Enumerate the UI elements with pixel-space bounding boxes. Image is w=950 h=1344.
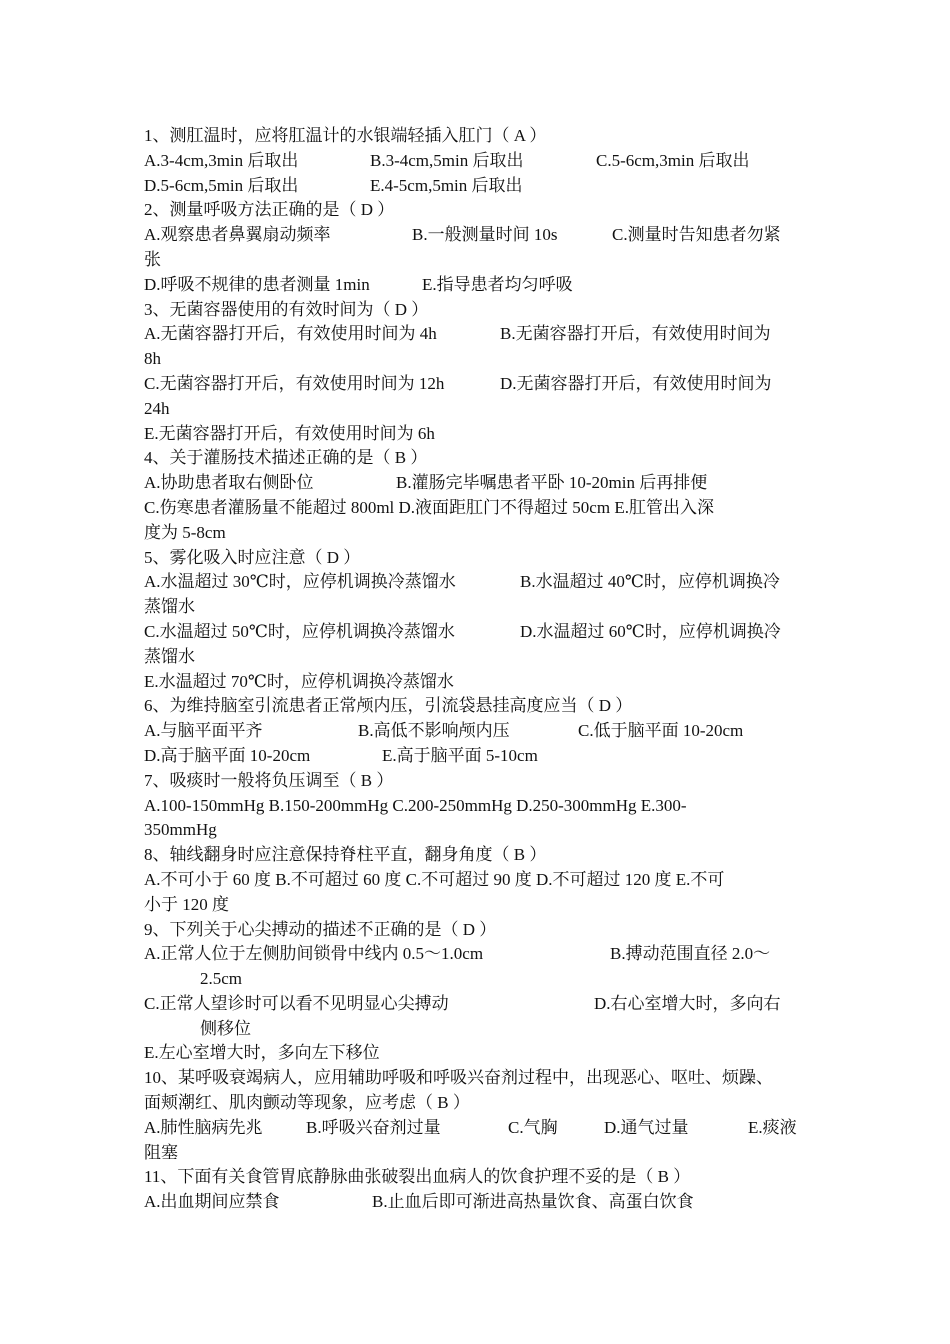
- option-text: A.观察患者鼻翼扇动频率: [144, 225, 331, 245]
- text-line: [144, 273, 814, 298]
- option-text: B.3-4cm,5min 后取出: [370, 150, 524, 170]
- text-line: [144, 744, 814, 769]
- text-line: 2.5cm: [200, 969, 243, 989]
- option-text: C.气胸: [508, 1117, 558, 1137]
- option-text: C.正常人望诊时可以看不见明显心尖搏动: [144, 993, 449, 1013]
- text-line: [144, 322, 814, 347]
- option-text: C.无菌容器打开后，有效使用时间为 12h: [144, 373, 445, 393]
- option-text: A.与脑平面平齐: [144, 721, 263, 741]
- option-text: E.痰液: [748, 1117, 797, 1137]
- text-line: A.100-150mmHg B.150-200mmHg C.200-250mmHg D.250-300mmHg E.300-: [144, 795, 687, 815]
- text-line: C.伤寒患者灌肠量不能超过 800ml D.液面距肛门不得超过 50cm E.肛管出入深: [144, 497, 714, 517]
- text-line: [144, 174, 814, 199]
- document-page: [144, 124, 814, 1215]
- option-text: D.高于脑平面 10-20cm: [144, 745, 311, 765]
- option-text: C.低于脑平面 10-20cm: [578, 721, 744, 741]
- text-line: 2、测量呼吸方法正确的是（ D ）: [144, 200, 395, 220]
- text-line: 10、某呼吸衰竭病人，应用辅助呼吸和呼吸兴奋剂过程中，出现恶心、呕吐、烦躁、: [144, 1068, 773, 1088]
- text-line: [144, 223, 814, 248]
- text-line: 4、关于灌肠技术描述正确的是（ B ）: [144, 448, 428, 468]
- option-text: D.5-6cm,5min 后取出: [144, 175, 299, 195]
- option-text: C.测量时告知患者勿紧: [612, 225, 781, 245]
- text-line: 蒸馏水: [144, 646, 195, 666]
- option-text: D.通气过量: [604, 1117, 689, 1137]
- option-text: A.出血期间应禁食: [144, 1192, 280, 1212]
- text-line: 8h: [144, 349, 161, 369]
- option-text: B.水温超过 40℃时，应停机调换冷: [520, 572, 780, 592]
- option-text: E.高于脑平面 5-10cm: [382, 745, 538, 765]
- text-line: 5、雾化吸入时应注意（ D ）: [144, 547, 361, 567]
- option-text: A.无菌容器打开后，有效使用时间为 4h: [144, 324, 437, 344]
- option-text: C.5-6cm,3min 后取出: [596, 150, 750, 170]
- text-line: 1、测肛温时，应将肛温计的水银端轻插入肛门（ A ）: [144, 126, 547, 145]
- text-line: 11、下面有关食管胃底静脉曲张破裂出血病人的饮食护理不妥的是（ B ）: [144, 1167, 691, 1187]
- text-line: 侧移位: [200, 1018, 251, 1038]
- option-text: B.呼吸兴奋剂过量: [306, 1117, 441, 1137]
- text-line: 8、轴线翻身时应注意保持脊柱平直，翻身角度（ B ）: [144, 845, 547, 865]
- option-text: A.正常人位于左侧肋间锁骨中线内 0.5～1.0cm: [144, 944, 484, 964]
- option-text: B.搏动范围直径 2.0～: [610, 944, 771, 964]
- text-line: 24h: [144, 398, 170, 418]
- option-text: E.4-5cm,5min 后取出: [370, 175, 523, 195]
- option-text: B.止血后即可渐进高热量饮食、高蛋白饮食: [372, 1192, 694, 1212]
- text-line: E.左心室增大时，多向左下移位: [144, 1043, 380, 1063]
- text-line: 张: [144, 249, 161, 269]
- option-text: E.指导患者均匀呼吸: [422, 274, 573, 294]
- text-line: 350mmHg: [144, 820, 217, 840]
- option-text: D.右心室增大时，多向右: [594, 993, 781, 1013]
- option-text: C.水温超过 50℃时，应停机调换冷蒸馏水: [144, 621, 455, 641]
- text-line: 面颊潮红、肌肉颤动等现象，应考虑（ B ）: [144, 1093, 470, 1113]
- option-text: D.水温超过 60℃时，应停机调换冷: [520, 621, 781, 641]
- text-line: [144, 992, 814, 1017]
- text-line: E.水温超过 70℃时，应停机调换冷蒸馏水: [144, 671, 454, 691]
- text-line: [144, 471, 814, 496]
- text-line: A.不可小于 60 度 B.不可超过 60 度 C.不可超过 90 度 D.不可超过 120 度 E.不可: [144, 869, 725, 889]
- text-line: 阻塞: [144, 1142, 178, 1162]
- option-text: A.协助患者取右侧卧位: [144, 473, 314, 493]
- text-line: 度为 5-8cm: [144, 522, 226, 542]
- option-text: B.灌肠完毕嘱患者平卧 10-20min 后再排便: [396, 473, 708, 493]
- text-line: [144, 620, 814, 645]
- text-line: [144, 942, 814, 967]
- option-text: D.无菌容器打开后，有效使用时间为: [500, 373, 772, 393]
- option-text: A.3-4cm,3min 后取出: [144, 150, 299, 170]
- option-text: B.无菌容器打开后，有效使用时间为: [500, 324, 771, 344]
- option-text: D.呼吸不规律的患者测量 1min: [144, 274, 370, 294]
- text-line: [144, 719, 814, 744]
- text-line: 7、吸痰时一般将负压调至（ B ）: [144, 770, 394, 790]
- text-line: 蒸馏水: [144, 597, 195, 617]
- option-text: B.一般测量时间 10s: [412, 225, 558, 245]
- text-line: E.无菌容器打开后，有效使用时间为 6h: [144, 423, 435, 443]
- text-line: [144, 372, 814, 397]
- text-line: [144, 570, 814, 595]
- text-line: 9、下列关于心尖搏动的描述不正确的是（ D ）: [144, 919, 497, 939]
- option-text: A.肺性脑病先兆: [144, 1117, 263, 1137]
- option-text: A.水温超过 30℃时，应停机调换冷蒸馏水: [144, 572, 456, 592]
- text-line: [144, 1116, 814, 1141]
- text-line: [144, 1190, 814, 1215]
- text-line: 6、为维持脑室引流患者正常颅内压，引流袋悬挂高度应当（ D ）: [144, 696, 633, 716]
- text-line: [144, 149, 814, 174]
- option-text: B.高低不影响颅内压: [358, 721, 510, 741]
- text-line: 3、无菌容器使用的有效时间为（ D ）: [144, 299, 429, 319]
- text-line: 小于 120 度: [144, 894, 229, 914]
